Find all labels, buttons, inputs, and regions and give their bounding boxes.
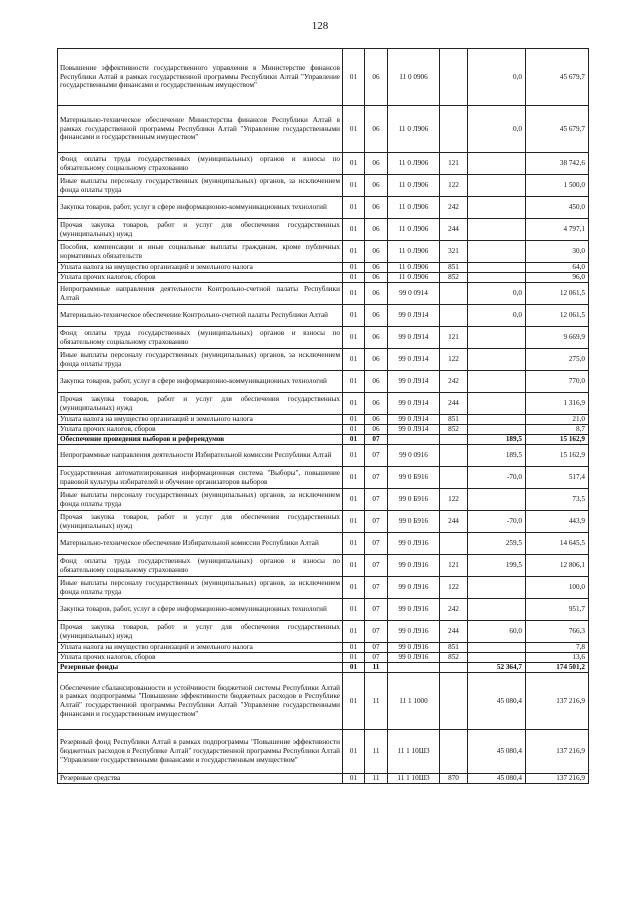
row-description: Уплата налога на имущество организаций и земельного налога [58, 263, 343, 273]
row-amount-change [468, 577, 526, 599]
row-target-article: 11 0 Л906 [388, 106, 440, 153]
row-description: Обеспечение сбалансированности и устойчивости бюджетной системы Республики Алтай в рамках подпрограммы "Повышение эффективности бюджетных расходов в Республике Алтай" государственной программы Республики Алтай "Управление государственными финансами и государственным имуществом" [58, 673, 343, 730]
row-expense-type [440, 730, 468, 774]
row-subsection-code: 11 [365, 774, 388, 784]
row-target-article: 99 0 Л916 [388, 577, 440, 599]
row-description: Непрограммные направления деятельности Контрольно-счетной палаты Республики Алтай [58, 283, 343, 305]
row-amount-change [468, 153, 526, 175]
row-target-article: 99 0 Л916 [388, 555, 440, 577]
row-target-article: 11 0 Л906 [388, 241, 440, 263]
table-row [58, 599, 589, 621]
row-expense-type: 244 [440, 393, 468, 415]
row-amount-change [468, 371, 526, 393]
row-section-code: 01 [343, 533, 365, 555]
table-row [58, 175, 589, 197]
table-row [58, 445, 589, 467]
row-subsection-code: 06 [365, 371, 388, 393]
row-subsection-code: 07 [365, 435, 388, 445]
row-section-code: 01 [343, 106, 365, 153]
row-subsection-code: 06 [365, 305, 388, 327]
row-target-article: 11 0 Л906 [388, 175, 440, 197]
row-amount-change: 0,0 [468, 49, 526, 106]
row-description: Фонд оплаты труда государственных (муниципальных) органов и взносы по обязательному социальному страхованию [58, 555, 343, 577]
row-description: Уплата прочих налогов, сборов [58, 653, 343, 663]
row-target-article: 99 0 Л916 [388, 533, 440, 555]
row-expense-type: 851 [440, 415, 468, 425]
page-number: 128 [311, 20, 329, 32]
row-section-code: 01 [343, 511, 365, 533]
row-target-article: 99 0 Л914 [388, 327, 440, 349]
table-row [58, 371, 589, 393]
table-row [58, 49, 589, 106]
row-description: Закупка товаров, работ, услуг в сфере информационно-коммуникационных технологий [58, 599, 343, 621]
row-description: Иные выплаты персоналу государственных (муниципальных) органов, за исключением фонда оплаты труда [58, 175, 343, 197]
row-section-code: 01 [343, 653, 365, 663]
row-section-code: 01 [343, 599, 365, 621]
row-description: Прочая закупка товаров, работ и услуг для обеспечения государственных (муниципальных) нужд [58, 621, 343, 643]
row-amount-total: 1 316,9 [526, 393, 589, 415]
row-expense-type: 242 [440, 197, 468, 219]
row-expense-type: 852 [440, 273, 468, 283]
row-subsection-code: 07 [365, 467, 388, 489]
row-section-code: 01 [343, 467, 365, 489]
row-target-article: 99 0 Б916 [388, 511, 440, 533]
row-expense-type [440, 533, 468, 555]
row-target-article: 11 0 Л906 [388, 273, 440, 283]
row-amount-total: 9 669,9 [526, 327, 589, 349]
row-expense-type: 242 [440, 371, 468, 393]
row-section-code: 01 [343, 49, 365, 106]
row-target-article: 11 1 10Ш3 [388, 730, 440, 774]
table-row [58, 219, 589, 241]
row-target-article: 11 0 Л906 [388, 197, 440, 219]
row-target-article: 99 0 Л916 [388, 599, 440, 621]
row-description: Фонд оплаты труда государственных (муниципальных) органов и взносы по обязательному социальному страхованию [58, 153, 343, 175]
row-target-article: 99 0 Л914 [388, 371, 440, 393]
row-expense-type: 122 [440, 175, 468, 197]
row-amount-total: 12 061,5 [526, 283, 589, 305]
row-amount-change: 0,0 [468, 305, 526, 327]
row-expense-type [440, 467, 468, 489]
row-expense-type: 852 [440, 425, 468, 435]
row-amount-total: 517,4 [526, 467, 589, 489]
row-expense-type: 870 [440, 774, 468, 784]
table-row [58, 653, 589, 663]
row-amount-change [468, 599, 526, 621]
row-amount-change: 52 364,7 [468, 663, 526, 673]
row-description: Повышение эффективности государственного управления в Министерстве финансов Республики Алтай в рамках государственной программы Республики Алтай "Управление государственными финансами и государственным имуществом" [58, 49, 343, 106]
row-subsection-code: 06 [365, 349, 388, 371]
row-amount-change [468, 327, 526, 349]
row-section-code: 01 [343, 445, 365, 467]
row-amount-change [468, 349, 526, 371]
row-subsection-code: 06 [365, 153, 388, 175]
row-amount-change [468, 653, 526, 663]
table-body [58, 49, 589, 784]
table-row [58, 425, 589, 435]
row-section-code: 01 [343, 621, 365, 643]
row-amount-change: 45 080,4 [468, 673, 526, 730]
row-expense-type [440, 305, 468, 327]
row-amount-total: 174 501,2 [526, 663, 589, 673]
row-description: Уплата налога на имущество организаций и земельного налога [58, 643, 343, 653]
table-row [58, 435, 589, 445]
table-row [58, 774, 589, 784]
row-target-article [388, 663, 440, 673]
row-subsection-code: 06 [365, 197, 388, 219]
row-amount-change: -70,0 [468, 467, 526, 489]
row-amount-total: 450,0 [526, 197, 589, 219]
row-subsection-code: 11 [365, 673, 388, 730]
row-description: Государственная автоматизированная информационная система "Выборы", повышение правовой культуры избирателей и обучение организаторов выборов [58, 467, 343, 489]
row-amount-total: 12 061,5 [526, 305, 589, 327]
table-row [58, 533, 589, 555]
row-section-code: 01 [343, 643, 365, 653]
row-expense-type: 321 [440, 241, 468, 263]
row-subsection-code: 06 [365, 106, 388, 153]
row-description: Прочая закупка товаров, работ и услуг для обеспечения государственных (муниципальных) нужд [58, 219, 343, 241]
row-target-article: 99 0 Л914 [388, 425, 440, 435]
row-target-article: 99 0 0916 [388, 445, 440, 467]
row-section-code: 01 [343, 663, 365, 673]
row-subsection-code: 07 [365, 643, 388, 653]
row-section-code: 01 [343, 673, 365, 730]
row-expense-type [440, 445, 468, 467]
row-target-article: 11 0 Л906 [388, 219, 440, 241]
row-amount-change [468, 263, 526, 273]
row-amount-total: 770,0 [526, 371, 589, 393]
row-expense-type: 242 [440, 599, 468, 621]
row-description: Закупка товаров, работ, услуг в сфере информационно-коммуникационных технологий [58, 371, 343, 393]
row-amount-change [468, 175, 526, 197]
row-amount-total: 73,5 [526, 489, 589, 511]
row-amount-total: 14 645,5 [526, 533, 589, 555]
row-description: Материально-техническое обеспечение Контрольно-счетной палаты Республики Алтай [58, 305, 343, 327]
row-expense-type [440, 663, 468, 673]
row-amount-change: 0,0 [468, 283, 526, 305]
row-target-article: 11 1 10Ш3 [388, 774, 440, 784]
row-target-article: 99 0 Л914 [388, 415, 440, 425]
row-amount-total: 766,3 [526, 621, 589, 643]
row-expense-type [440, 673, 468, 730]
row-subsection-code: 07 [365, 511, 388, 533]
row-description: Резервные средства [58, 774, 343, 784]
row-description: Материально-техническое обеспечение Министерства финансов Республики Алтай в рамках государственной программы Республики Алтай "Управление государственными финансами и государственным имуществом" [58, 106, 343, 153]
row-amount-total: 4 797,1 [526, 219, 589, 241]
row-target-article: 99 0 Б916 [388, 467, 440, 489]
row-section-code: 01 [343, 219, 365, 241]
row-description: Материально-техническое обеспечение Избирательной комиссии Республики Алтай [58, 533, 343, 555]
row-subsection-code: 11 [365, 730, 388, 774]
row-subsection-code: 06 [365, 273, 388, 283]
row-subsection-code: 07 [365, 599, 388, 621]
row-amount-change [468, 415, 526, 425]
row-amount-total: 1 500,0 [526, 175, 589, 197]
row-amount-total: 38 742,6 [526, 153, 589, 175]
row-subsection-code: 06 [365, 219, 388, 241]
row-target-article: 11 0 Л906 [388, 263, 440, 273]
row-amount-total: 45 679,7 [526, 49, 589, 106]
table-row [58, 643, 589, 653]
row-expense-type: 121 [440, 555, 468, 577]
row-section-code: 01 [343, 283, 365, 305]
table-row [58, 263, 589, 273]
budget-table [57, 48, 589, 784]
row-target-article: 99 0 Л914 [388, 349, 440, 371]
table-row [58, 305, 589, 327]
table-row [58, 197, 589, 219]
table-row [58, 489, 589, 511]
row-description: Иные выплаты персоналу государственных (муниципальных) органов, за исключением фонда оплаты труда [58, 349, 343, 371]
row-section-code: 01 [343, 415, 365, 425]
row-expense-type: 244 [440, 621, 468, 643]
table-row [58, 153, 589, 175]
table-row [58, 577, 589, 599]
table-row [58, 283, 589, 305]
row-amount-total: 137 216,9 [526, 774, 589, 784]
row-subsection-code: 07 [365, 577, 388, 599]
row-amount-change [468, 273, 526, 283]
row-amount-change: 189,5 [468, 445, 526, 467]
row-description: Непрограммные направления деятельности Избирательной комиссии Республики Алтай [58, 445, 343, 467]
row-section-code: 01 [343, 349, 365, 371]
row-description: Фонд оплаты труда государственных (муниципальных) органов и взносы по обязательному социальному страхованию [58, 327, 343, 349]
row-amount-total: 7,8 [526, 643, 589, 653]
row-subsection-code: 06 [365, 175, 388, 197]
row-subsection-code: 06 [365, 415, 388, 425]
table-row [58, 273, 589, 283]
row-description: Иные выплаты персоналу государственных (муниципальных) органов, за исключением фонда оплаты труда [58, 489, 343, 511]
row-description: Пособия, компенсации и иные социальные выплаты гражданам, кроме публичных нормативных обязательств [58, 241, 343, 263]
row-subsection-code: 07 [365, 489, 388, 511]
row-section-code: 01 [343, 435, 365, 445]
row-expense-type: 851 [440, 263, 468, 273]
row-description: Иные выплаты персоналу государственных (муниципальных) органов, за исключением фонда оплаты труда [58, 577, 343, 599]
row-subsection-code: 06 [365, 327, 388, 349]
row-target-article: 11 1 1000 [388, 673, 440, 730]
row-section-code: 01 [343, 555, 365, 577]
row-amount-total: 137 216,9 [526, 730, 589, 774]
row-amount-change: 0,0 [468, 106, 526, 153]
table-row [58, 673, 589, 730]
row-target-article: 99 0 Б916 [388, 489, 440, 511]
row-description: Обеспечение проведения выборов и референдумов [58, 435, 343, 445]
row-subsection-code: 07 [365, 621, 388, 643]
table-row [58, 393, 589, 415]
row-target-article: 11 0 Л906 [388, 153, 440, 175]
row-section-code: 01 [343, 371, 365, 393]
row-expense-type: 851 [440, 643, 468, 653]
row-expense-type: 122 [440, 489, 468, 511]
table-row [58, 621, 589, 643]
row-amount-change [468, 489, 526, 511]
row-target-article: 99 0 Л914 [388, 393, 440, 415]
table-row [58, 730, 589, 774]
row-target-article: 99 0 Л914 [388, 305, 440, 327]
row-description: Уплата прочих налогов, сборов [58, 425, 343, 435]
row-description: Резервные фонды [58, 663, 343, 673]
row-amount-change: 199,5 [468, 555, 526, 577]
row-amount-total: 12 806,1 [526, 555, 589, 577]
row-amount-total: 45 679,7 [526, 106, 589, 153]
row-amount-change: 45 080,4 [468, 730, 526, 774]
row-subsection-code: 06 [365, 49, 388, 106]
row-description: Закупка товаров, работ, услуг в сфере информационно-коммуникационных технологий [58, 197, 343, 219]
table-row [58, 241, 589, 263]
row-subsection-code: 07 [365, 653, 388, 663]
row-target-article [388, 435, 440, 445]
row-amount-change [468, 197, 526, 219]
row-description: Прочая закупка товаров, работ и услуг для обеспечения государственных (муниципальных) нужд [58, 511, 343, 533]
row-amount-total: 137 216,9 [526, 673, 589, 730]
row-expense-type: 121 [440, 327, 468, 349]
row-amount-total: 275,0 [526, 349, 589, 371]
table-row [58, 555, 589, 577]
row-section-code: 01 [343, 393, 365, 415]
row-description: Прочая закупка товаров, работ и услуг для обеспечения государственных (муниципальных) нужд [58, 393, 343, 415]
row-section-code: 01 [343, 263, 365, 273]
row-expense-type: 122 [440, 349, 468, 371]
table-row [58, 663, 589, 673]
row-amount-change: 60,0 [468, 621, 526, 643]
table-row [58, 415, 589, 425]
table-row [58, 511, 589, 533]
row-expense-type: 244 [440, 219, 468, 241]
row-section-code: 01 [343, 577, 365, 599]
row-description: Резервный фонд Республики Алтай в рамках подпрограммы "Повышение эффективности бюджетных расходов в Республике Алтай" государственной программы Республики Алтай "Управление государственными финансами и государственным имуществом" [58, 730, 343, 774]
row-expense-type: 244 [440, 511, 468, 533]
row-expense-type [440, 106, 468, 153]
row-amount-total: 64,0 [526, 263, 589, 273]
row-amount-change: 259,5 [468, 533, 526, 555]
row-expense-type [440, 435, 468, 445]
table-row [58, 106, 589, 153]
row-amount-change: 45 080,4 [468, 774, 526, 784]
row-amount-total: 13,6 [526, 653, 589, 663]
row-amount-change [468, 241, 526, 263]
row-amount-total: 443,9 [526, 511, 589, 533]
row-subsection-code: 06 [365, 283, 388, 305]
row-amount-total: 96,0 [526, 273, 589, 283]
row-subsection-code: 06 [365, 393, 388, 415]
row-subsection-code: 06 [365, 263, 388, 273]
row-description: Уплата налога на имущество организаций и земельного налога [58, 415, 343, 425]
row-subsection-code: 06 [365, 425, 388, 435]
row-section-code: 01 [343, 774, 365, 784]
row-section-code: 01 [343, 175, 365, 197]
row-section-code: 01 [343, 153, 365, 175]
row-amount-total: 15 162,9 [526, 435, 589, 445]
row-amount-change: 189,5 [468, 435, 526, 445]
row-target-article: 99 0 Л916 [388, 653, 440, 663]
row-amount-change [468, 643, 526, 653]
table-row [58, 349, 589, 371]
row-amount-total: 100,0 [526, 577, 589, 599]
row-section-code: 01 [343, 273, 365, 283]
row-target-article: 99 0 0914 [388, 283, 440, 305]
row-expense-type [440, 49, 468, 106]
table-row [58, 327, 589, 349]
row-section-code: 01 [343, 241, 365, 263]
row-amount-total: 15 162,9 [526, 445, 589, 467]
row-amount-total: 30,0 [526, 241, 589, 263]
row-section-code: 01 [343, 305, 365, 327]
row-amount-total: 951,7 [526, 599, 589, 621]
row-amount-change: -70,0 [468, 511, 526, 533]
row-description: Уплата прочих налогов, сборов [58, 273, 343, 283]
row-section-code: 01 [343, 730, 365, 774]
row-section-code: 01 [343, 425, 365, 435]
row-amount-change [468, 219, 526, 241]
row-expense-type [440, 283, 468, 305]
row-section-code: 01 [343, 197, 365, 219]
row-target-article: 11 0 0906 [388, 49, 440, 106]
row-expense-type: 122 [440, 577, 468, 599]
row-subsection-code: 07 [365, 555, 388, 577]
row-amount-total: 21,0 [526, 415, 589, 425]
row-amount-total: 8,7 [526, 425, 589, 435]
row-subsection-code: 06 [365, 241, 388, 263]
row-amount-change [468, 425, 526, 435]
row-target-article: 99 0 Л916 [388, 621, 440, 643]
row-subsection-code: 11 [365, 663, 388, 673]
table-row [58, 467, 589, 489]
row-section-code: 01 [343, 327, 365, 349]
row-target-article: 99 0 Л916 [388, 643, 440, 653]
row-subsection-code: 07 [365, 445, 388, 467]
row-subsection-code: 07 [365, 533, 388, 555]
row-section-code: 01 [343, 489, 365, 511]
row-amount-change [468, 393, 526, 415]
row-expense-type: 121 [440, 153, 468, 175]
row-expense-type: 852 [440, 653, 468, 663]
